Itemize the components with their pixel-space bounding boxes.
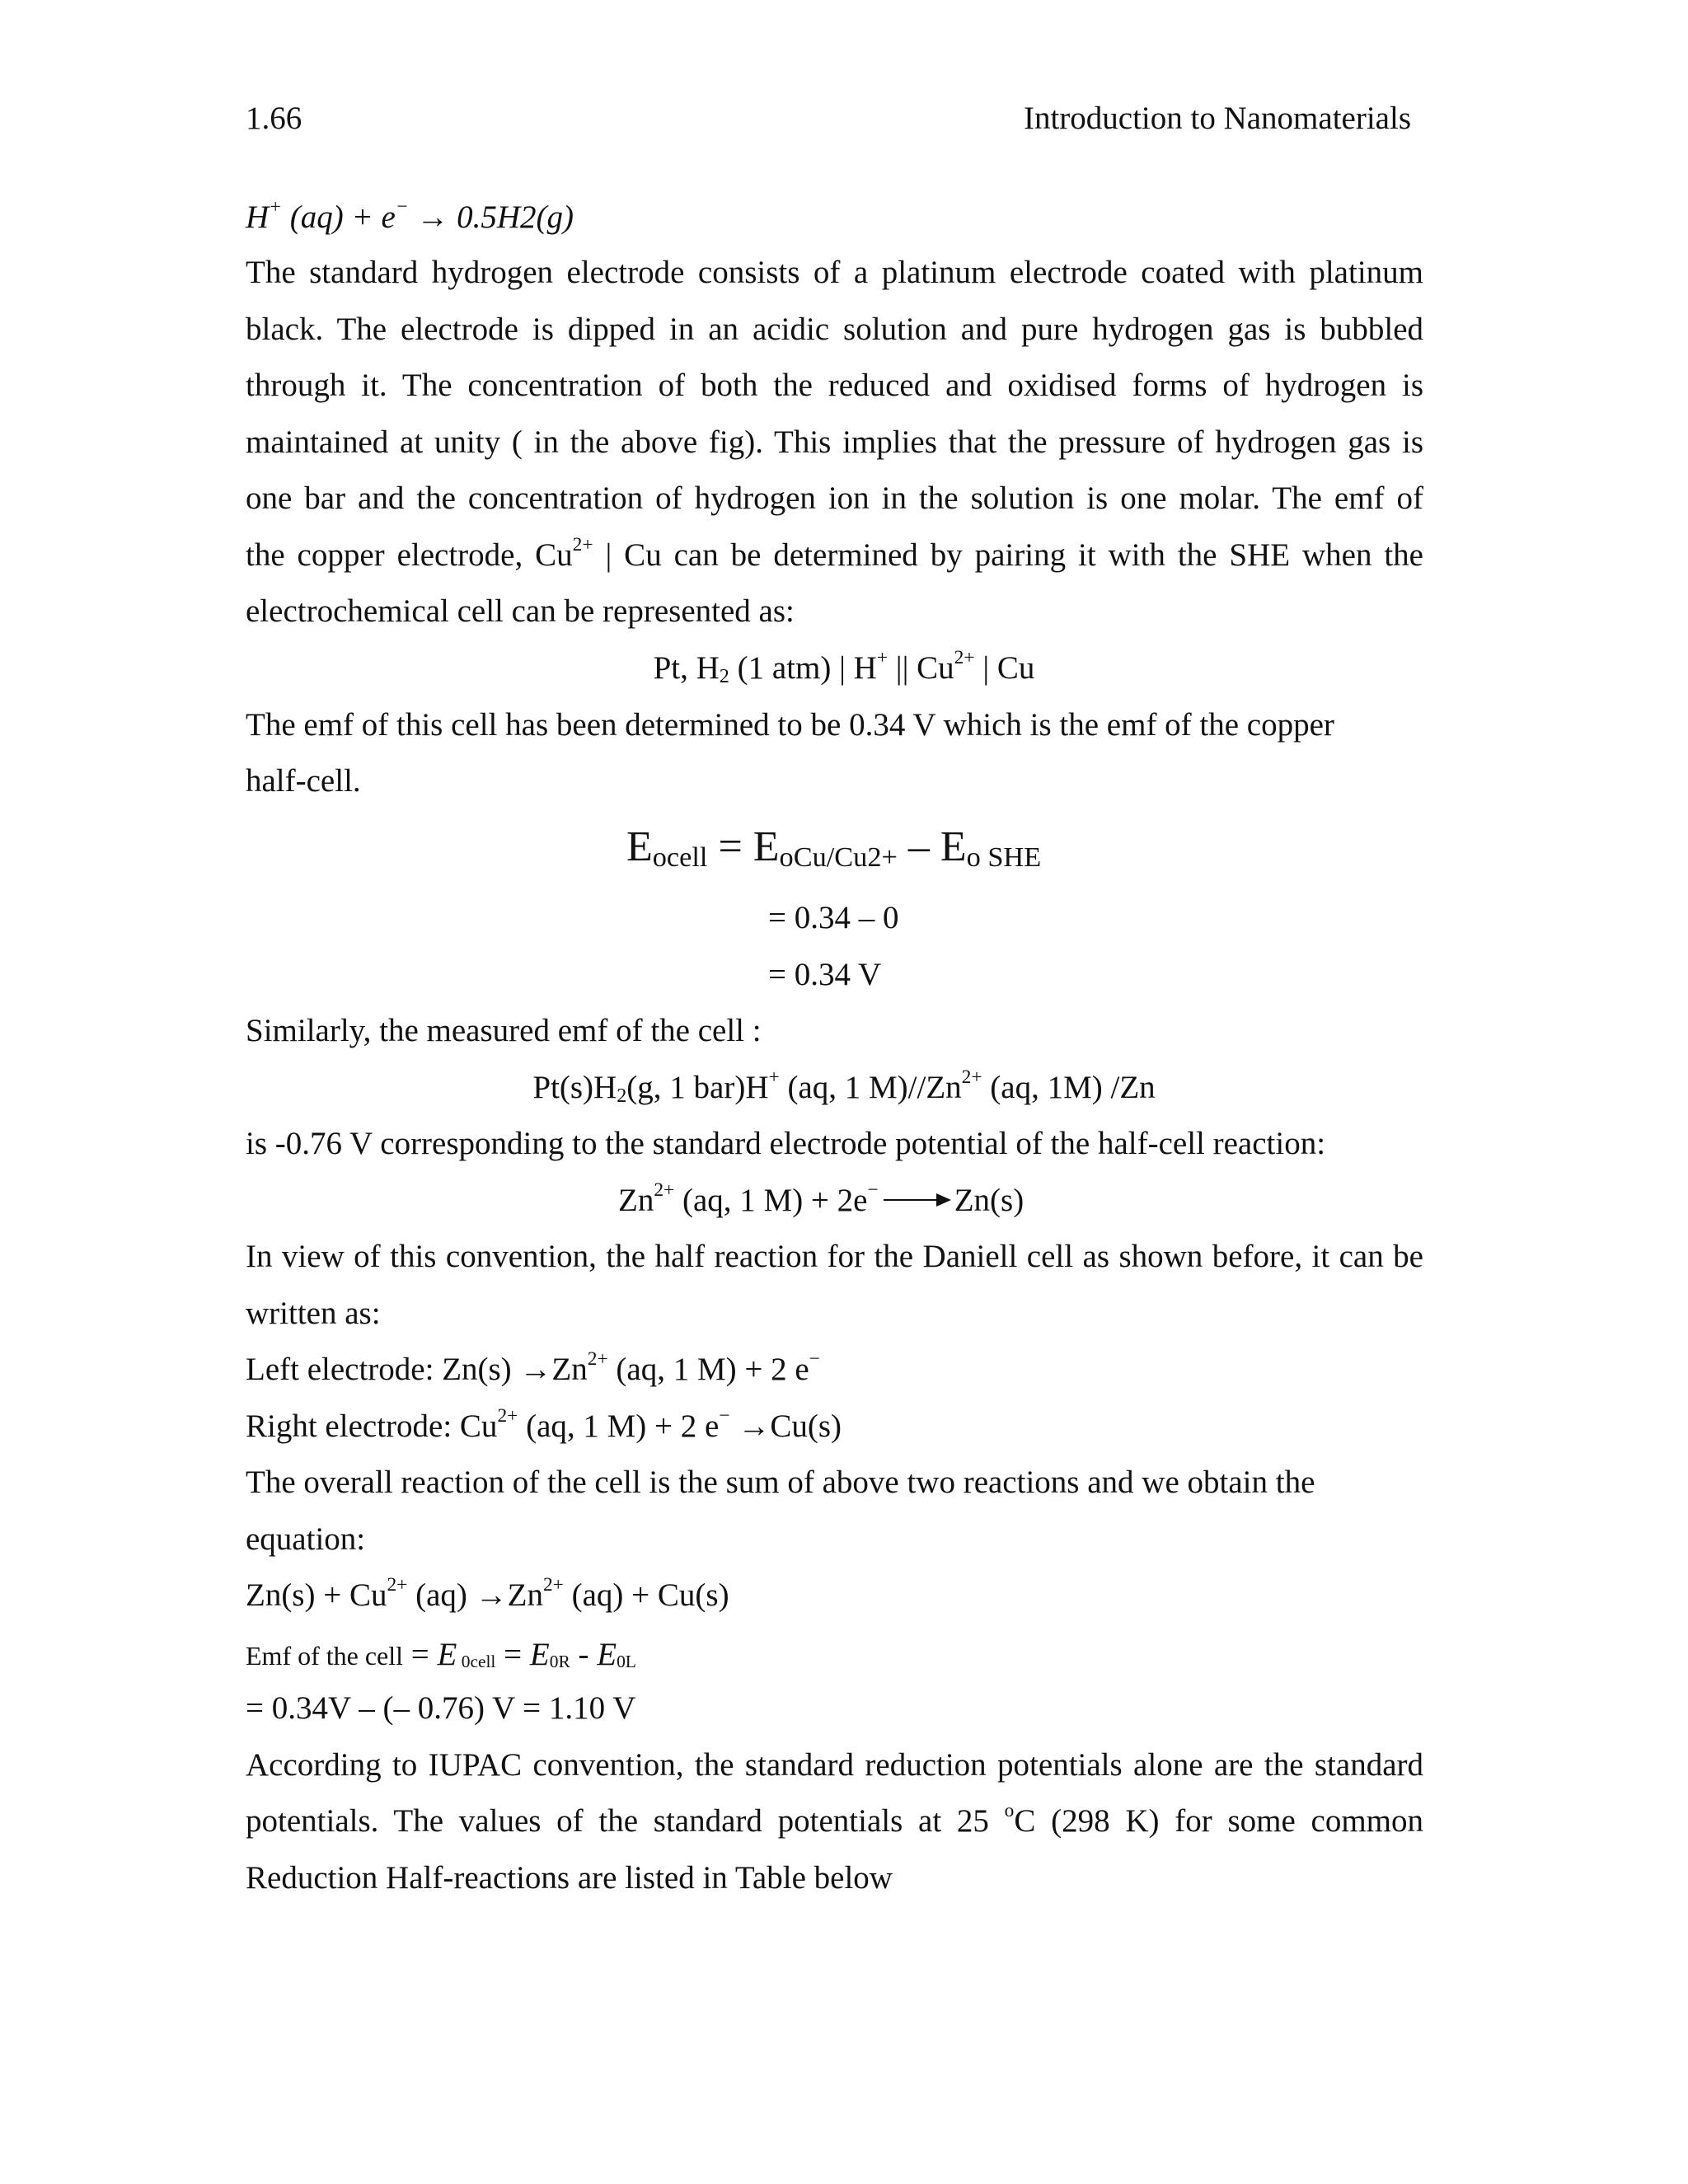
emf-formula: Emf of the cell = E $_{0cell} = E_{0R} - E_{0L}$ [246,1637,636,1672]
paragraph-line: half-cell. [246,763,361,799]
paragraph-line: written as: [246,1296,381,1331]
left-electrode-reaction: Left electrode: $Zn(s) \to Zn^{2+}$ (aq, 1 M) + 2 e− [246,1347,820,1387]
paragraph-line: According to IUPAC convention, the standard reduction potentials alone are the standard [246,1747,1423,1783]
paragraph-line: through it. The concentration of both the reduced and oxidised forms of hydrogen is [246,368,1423,403]
right-electrode-reaction: Right electrode: $Cu^{2+}$ (aq, 1 M) + 2 e− →Cu(s) [246,1404,842,1444]
zinc-cell-notation: $Pt(s)H_2(g$, 1 bar)H+ (aq, 1 $M)//Zn^{2+}$ (aq, 1M) /Zn [532,1066,1156,1107]
paragraph-line: one bar and the concentration of hydrogen ion in the solution is one molar. The emf of [246,480,1423,516]
zinc-reduction-equation: $Zn^{2+}$ (aq, 1 M) + 2e− Zn(s) [618,1179,1025,1218]
paragraph-line: equation: [246,1521,366,1557]
ecell-step: = 0.34 V [768,957,882,992]
paragraph-line: In view of this convention, the half reaction for the Daniell cell as shown before, it can be [246,1239,1423,1274]
cell-notation: Pt, $H_2$ (1 atm) | H+ || $Cu^{2+}$ | Cu [653,646,1035,687]
paragraph-line: Reduction Half-reactions are listed in Table below [246,1860,893,1896]
hydrogen-half-reaction: H+ (aq) + e− → 0.5H2(g) [246,195,574,235]
paragraph-line: The overall reaction of the cell is the sum of above two reactions and we obtain the [246,1465,1315,1500]
ecell-step: = 0.34 – 0 [768,900,899,935]
paragraph-line: The standard hydrogen electrode consists of a platinum electrode coated with platinum [246,255,1423,290]
paragraph-line: maintained at unity ( in the above fig). This implies that the pressure of hydrogen gas is [246,424,1423,460]
paragraph-line: electrochemical cell can be represented as: [246,593,795,629]
running-header-title: Introduction to Nanomaterials [1023,101,1411,136]
paragraph-line: Similarly, the measured emf of the cell : [246,1013,762,1048]
paragraph-line: potentials. The values of the standard potentials at 25 $^o$C (298 K) for some common [246,1799,1423,1839]
ecell-equation: $E_{ocell} = E_{oCu/Cu2+} - E_{o SHE}$ [626,823,1042,873]
reaction-arrow-icon [884,1199,950,1201]
paragraph-line: The emf of this cell has been determined to be 0.34 V which is the emf of the copper [246,707,1334,743]
paragraph-line: the copper electrode, $Cu^{2+}$ | Cu can be determined by pairing it with the SHE when the [246,533,1423,573]
page-number: 1.66 [246,101,302,136]
paragraph-line: black. The electrode is dipped in an acidic solution and pure hydrogen gas is bubbled [246,312,1423,347]
emf-value: = 0.34V – (– 0.76) V = 1.10 V [246,1690,636,1726]
overall-reaction: $Zn(s) + Cu^{2+}$ $(aq) \to Zn^{2+}$ (aq) + Cu(s) [246,1573,729,1613]
paragraph-line: is -0.76 V corresponding to the standard electrode potential of the half-cell reaction: [246,1126,1326,1161]
